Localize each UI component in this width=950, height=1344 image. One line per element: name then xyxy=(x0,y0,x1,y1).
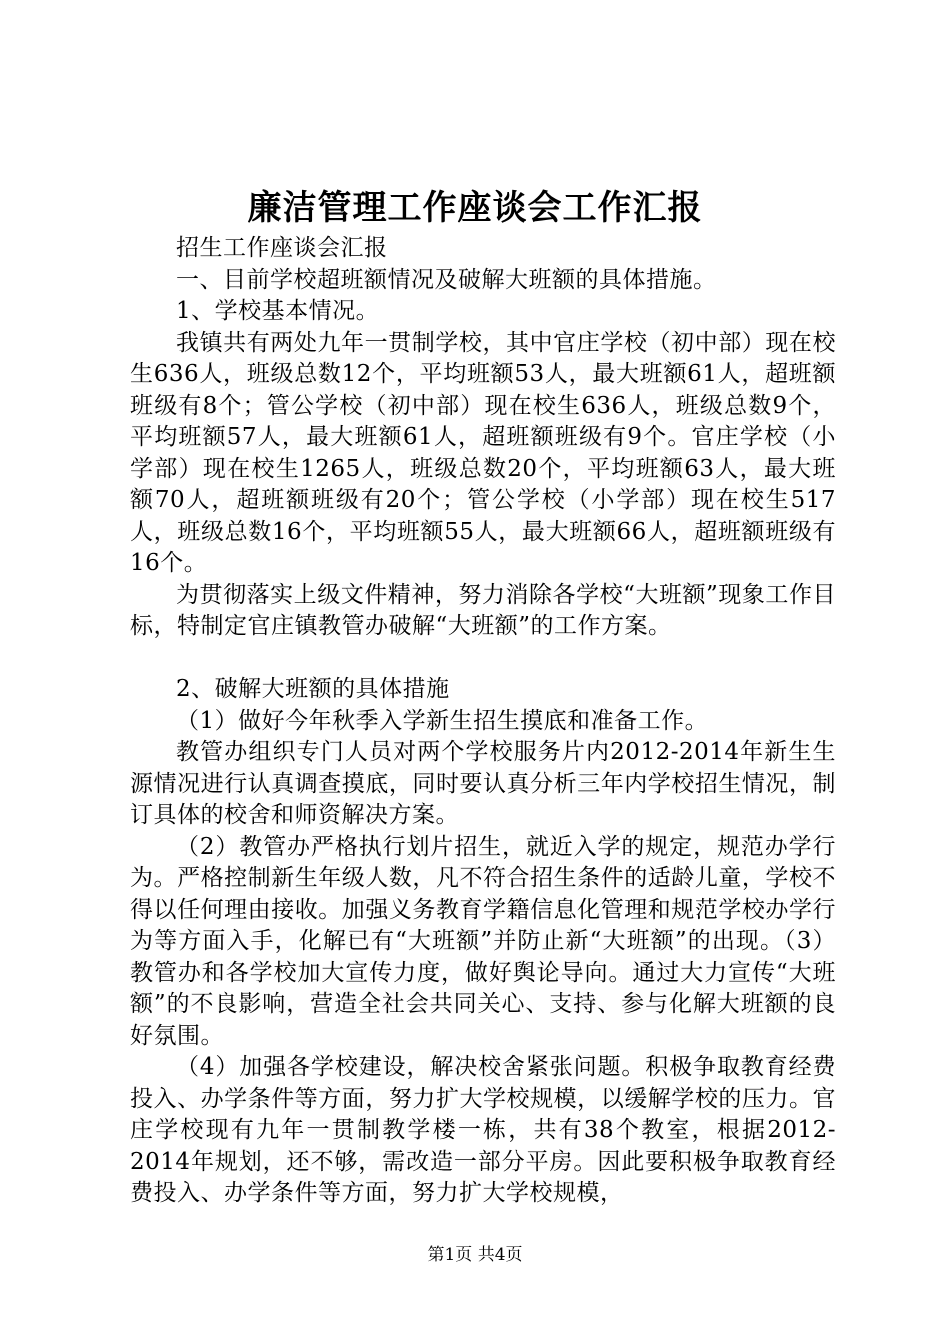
paragraph-subsection-basic: 1、学校基本情况。 xyxy=(176,298,380,324)
paragraph-measure-4: （4）加强各学校建设，解决校舍紧张问题。积极争取教育经费投入、办学条件等方面，努力扩大学校规模，以缓解学校的压力。官庄学校现有九年一贯制教学楼一栋，共有38个教室，根据2012-2014年规划，还不够，需改造一部分平房。因此要积极争取教育经费投入、办学条件等方面，努力扩大学校规模， xyxy=(130,1054,836,1206)
paragraph-subtitle: 招生工作座谈会汇报 xyxy=(176,235,388,261)
document-body xyxy=(130,233,836,1210)
paragraph-purpose: 为贯彻落实上级文件精神，努力消除各学校“大班额”现象工作目标，特制定官庄镇教管办破解“大班额”的工作方案。 xyxy=(130,581,836,639)
paragraph-basic-stats: 我镇共有两处九年一贯制学校，其中官庄学校（初中部）现在校生636人，班级总数12个，平均班额53人，最大班额61人，超班额班级有8个；管公学校（初中部）现在校生636人，班级总数9个，平均班额57人，最大班额61人，超班额班级有9个。官庄学校（小学部）现在校生1265人，班级总数20个，平均班额63人，最大班额70人，超班额班级有20个；管公学校（小学部）现在校生517人，班级总数16个，平均班额55人，最大班额66人，超班额班级有16个。 xyxy=(130,329,836,576)
page-footer: 第1页 共4页 xyxy=(427,1245,523,1265)
paragraph-measure-2-3: （2）教管办严格执行划片招生，就近入学的规定，规范办学行为。严格控制新生年级人数，凡不符合招生条件的适龄儿童，学校不得以任何理由接收。加强义务教育学籍信息化管理和规范学校办学行为等方面入手，化解已有“大班额”并防止新“大班额”的出现。（3）教管办和各学校加大宣传力度，做好舆论导向。通过大力宣传“大班额”的不良影响，营造全社会共同关心、支持、参与化解大班额的良好氛围。 xyxy=(130,833,836,1049)
document-title: 廉洁管理工作座谈会工作汇报 xyxy=(247,188,703,228)
paragraph-subsection-measures: 2、破解大班额的具体措施 xyxy=(176,676,450,702)
paragraph-measure-1: （1）做好今年秋季入学新生招生摸底和准备工作。 xyxy=(176,707,709,734)
paragraph-measure-1-detail: 教管办组织专门人员对两个学校服务片内2012-2014年新生生源情况进行认真调查摸底，同时要认真分析三年内学校招生情况，制订具体的校舍和师资解决方案。 xyxy=(130,739,836,828)
paragraph-section-heading: 一、目前学校超班额情况及破解大班额的具体措施。 xyxy=(176,266,717,293)
